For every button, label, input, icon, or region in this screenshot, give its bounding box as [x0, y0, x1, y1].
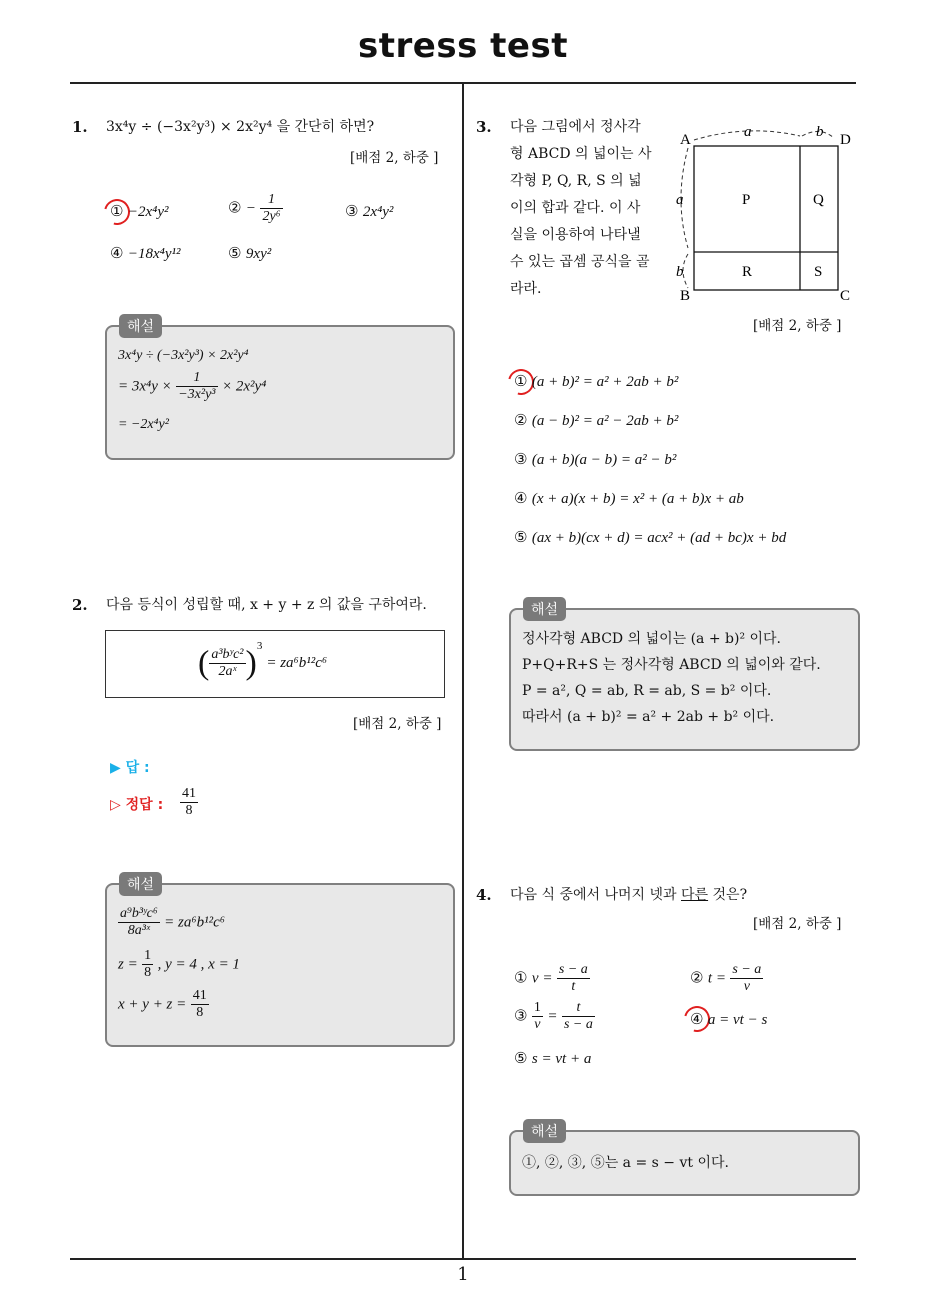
- q3-text: 다음 그림에서 정사각 형 ABCD 의 넓이는 사 각형 P, Q, R, S 의 넓 이의 합과 같다. 이 사 실을 이용하여 나타낼 수 있는 곱셈 공식을 골 라라.: [510, 119, 652, 297]
- q1-solution-line-3: = −2x⁴y²: [118, 417, 169, 432]
- q1-number: 1.: [72, 118, 88, 136]
- q2-solution-line-2: z = $\frac{1}{8}$ , y = 4 , x = 1: [118, 948, 240, 980]
- option-mark: ⑤: [228, 244, 242, 262]
- option-text: −2x⁴y²: [127, 204, 169, 220]
- q3-option-4[interactable]: ④ (x + a)(x + b) = x² + (a + b)x + ab: [514, 489, 744, 507]
- vertex-D: D: [840, 132, 851, 148]
- region-Q: Q: [813, 192, 824, 208]
- q3-option-2[interactable]: ② (a − b)² = a² − 2ab + b²: [514, 411, 679, 429]
- q3-meta: [배점 2, 하중 ]: [753, 318, 842, 334]
- q1-option-4[interactable]: [110, 244, 181, 263]
- option-fraction: $\frac{1}{\text{2y⁶}}$: [262, 192, 281, 224]
- label-b-side: b: [676, 264, 684, 280]
- q1-meta: [배점 2, 하중 ]: [350, 150, 439, 166]
- q4-option-3[interactable]: ③ $\frac{1}{v}$ = $\frac{t}{s - a}$: [514, 1000, 593, 1032]
- page-number: 1: [457, 1264, 469, 1285]
- q2-meta: [배점 2, 하중 ]: [353, 716, 442, 732]
- correct-answer-label: ▷ 정답 :: [110, 797, 164, 813]
- q2-solution-label: 해설: [119, 872, 162, 896]
- q1-solution-label: 해설: [119, 314, 162, 338]
- option-text: −: [245, 200, 257, 217]
- column-divider: [462, 83, 464, 1258]
- q1-solution-line-1: 3x⁴y ÷ (−3x²y³) × 2x²y⁴: [118, 348, 249, 363]
- option-mark: ①: [110, 202, 124, 220]
- vertex-C: C: [840, 288, 851, 304]
- page-title: stress test: [358, 26, 568, 66]
- q4-option-1[interactable]: ① v = $\frac{s - a}{t}$: [514, 962, 588, 994]
- bottom-rule: [70, 1258, 856, 1260]
- option-text: 9xy²: [245, 246, 272, 262]
- q2-text: 다음 등식이 성립할 때, x + y + z 의 값을 구하여라.: [106, 597, 427, 613]
- q2-equation: ( $\frac{\text{a³bʸc²}}{\text{2aˣ}}$ )$^3$ = za⁶b¹²c⁶: [198, 640, 328, 682]
- region-P: P: [742, 192, 751, 208]
- q3-option-3[interactable]: ③ (a + b)(a − b) = a² − b²: [514, 450, 677, 468]
- option-mark: ③: [345, 202, 359, 220]
- q1-option-3[interactable]: [345, 202, 393, 221]
- q4-meta: [배점 2, 하중 ]: [753, 916, 842, 932]
- q3-option-1[interactable]: ① (a + b)² = a² + 2ab + b²: [514, 372, 679, 390]
- q2-solution-line-3: x + y + z = $\frac{41}{8}$: [118, 988, 207, 1020]
- q3-option-5[interactable]: ⑤ (ax + b)(cx + d) = acx² + (ad + bc)x + bd: [514, 528, 787, 546]
- option-mark: ④: [110, 244, 124, 262]
- q1-text: 3x⁴y ÷ (−3x²y³) × 2x²y⁴ 을 간단히 하면?: [106, 119, 375, 135]
- q1-option-2[interactable]: [228, 192, 283, 225]
- answer-prompt: ▶ 답 :: [110, 760, 150, 776]
- region-R: R: [742, 264, 753, 280]
- q4-solution-label: 해설: [523, 1119, 566, 1143]
- q4-option-2[interactable]: ② t = $\frac{s - a}{v}$: [690, 962, 762, 994]
- q1-solution-line-2: = 3x⁴y × $\frac{1}{\text{−3x²y³}}$ × 2x²y⁴: [118, 370, 267, 402]
- q4-solution-text: ①, ②, ③, ⑤는 a = s − vt 이다.: [522, 1155, 729, 1171]
- q3-solution-label: 해설: [523, 597, 566, 621]
- vertex-A: A: [680, 132, 691, 148]
- q1-option-1[interactable]: [110, 202, 169, 221]
- label-b-top: b: [816, 124, 824, 140]
- label-a-side: a: [676, 192, 684, 208]
- q3-square-figure: [668, 120, 858, 310]
- label-a-top: a: [744, 124, 752, 140]
- q4-number: 4.: [476, 886, 492, 904]
- option-text: 2x⁴y²: [362, 204, 394, 220]
- option-mark: ②: [228, 198, 242, 217]
- q3-number: 3.: [476, 118, 492, 136]
- q1-option-5[interactable]: [228, 244, 271, 263]
- q3-solution-text: 정사각형 ABCD 의 넓이는 (a + b)² 이다. P+Q+R+S 는 정사각형 ABCD 의 넓이와 같다. P = a², Q = ab, R = ab, S = b² 이다. 따라서 (a + b)² = a² + 2ab + b² 이다.: [522, 631, 821, 725]
- correct-answer-value: $\frac{41}{8}$: [182, 786, 196, 818]
- q2-number: 2.: [72, 596, 88, 614]
- q2-solution-line-1: $\frac{\text{a⁹b³ʸc⁶}}{\text{8a³ˣ}}$ = za⁶b¹²c⁶: [120, 906, 225, 938]
- q4-option-5[interactable]: ⑤ s = vt + a: [514, 1049, 592, 1067]
- q4-option-4[interactable]: ④ a = vt − s: [690, 1010, 768, 1028]
- vertex-B: B: [680, 288, 691, 304]
- option-text: −18x⁴y¹²: [127, 246, 181, 262]
- region-S: S: [814, 264, 823, 280]
- q4-text: 다음 식 중에서 나머지 넷과 다른 것은?: [510, 887, 748, 903]
